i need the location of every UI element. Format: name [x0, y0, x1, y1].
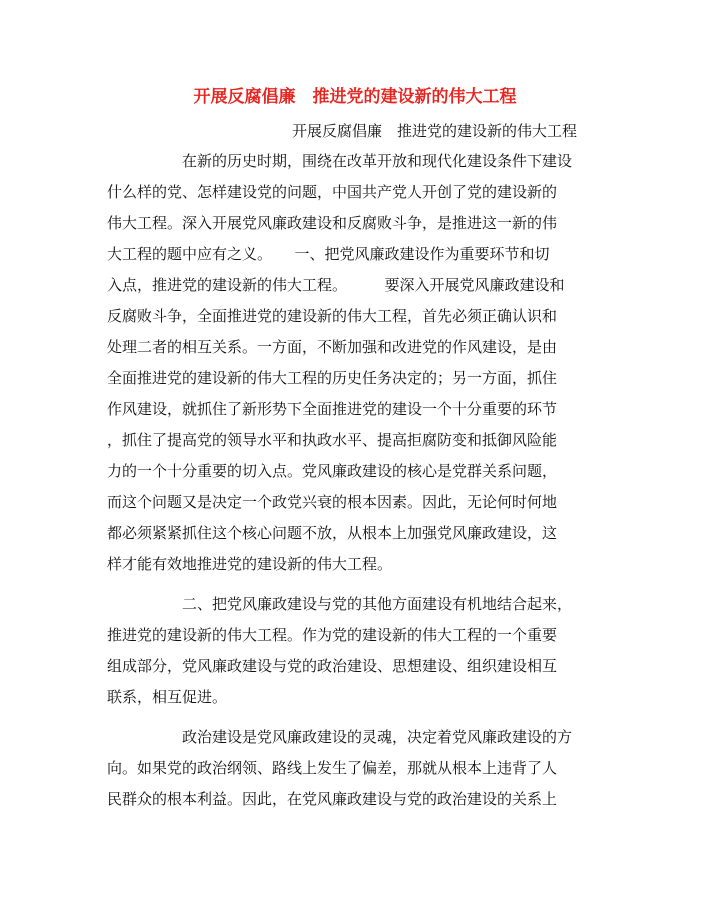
body-line: 政治建设是党风廉政建设的灵魂，决定着党风廉政建设的方	[107, 728, 573, 746]
body-line: 反腐败斗争，全面推进党的建设新的伟大工程，首先必须正确认识和	[107, 307, 558, 325]
body-line: 都必须紧紧抓住这个核心问题不放，从根本上加强党风廉政建设，这	[107, 524, 558, 542]
body-line: 力的一个十分重要的切入点。党风廉政建设的核心是党群关系问题，	[107, 462, 558, 480]
body-line: 而这个问题又是决定一个政党兴衰的根本因素。因此，无论何时何地	[107, 493, 558, 511]
body-line: 联系，相互促进。	[107, 688, 228, 706]
body-line: 处理二者的相互关系。一方面，不断加强和改进党的作风建设，是由	[107, 338, 558, 356]
body-line: 作风建设，就抓住了新形势下全面推进党的建设一个十分重要的环节	[107, 400, 558, 418]
body-line: 大工程的题中应有之义。 一、把党风廉政建设作为重要环节和切	[107, 245, 550, 263]
body-line: 什么样的党、怎样建设党的问题，中国共产党人开创了党的建设新的	[107, 183, 558, 201]
body-line: 全面推进党的建设新的伟大工程的历史任务决定的；另一方面，抓住	[107, 369, 558, 387]
body-line: 向。如果党的政治纲领、路线上发生了偏差，那就从根本上违背了人	[107, 759, 558, 777]
document-subtitle: 开展反腐倡廉 推进党的建设新的伟大工程	[292, 122, 578, 140]
body-line: 民群众的根本利益。因此，在党风廉政建设与党的政治建设的关系上	[107, 790, 558, 808]
body-line: 组成部分，党风廉政建设与党的政治建设、思想建设、组织建设相互	[107, 657, 558, 675]
body-line: 样才能有效地推进党的建设新的伟大工程。	[107, 555, 393, 573]
body-line: 在新的历史时期，围绕在改革开放和现代化建设条件下建设	[107, 152, 573, 170]
document-title: 开展反腐倡廉 推进党的建设新的伟大工程	[193, 87, 517, 107]
body-line: 推进党的建设新的伟大工程。作为党的建设新的伟大工程的一个重要	[107, 626, 558, 644]
body-line: 伟大工程。深入开展党风廉政建设和反腐败斗争，是推进这一新的伟	[107, 214, 558, 232]
body-line: 入点，推进党的建设新的伟大工程。 要深入开展党风廉政建设和	[107, 276, 565, 294]
body-line: ，抓住了提高党的领导水平和执政水平、提高拒腐防变和抵御风险能	[107, 431, 558, 449]
body-line: 二、把党风廉政建设与党的其他方面建设有机地结合起来，	[107, 595, 573, 613]
